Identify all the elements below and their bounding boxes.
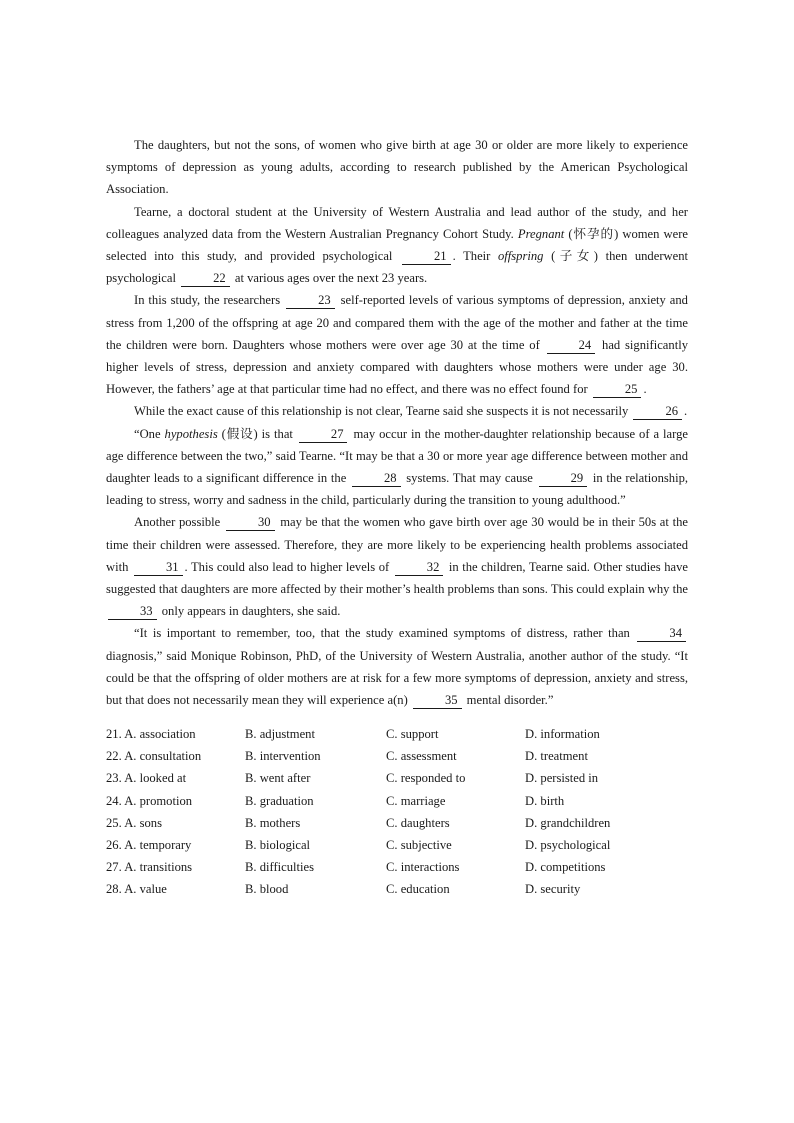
blank-28: 28	[352, 471, 401, 487]
blank-22: 22	[181, 271, 230, 287]
option-row-26	[106, 834, 688, 856]
paragraph-text: (怀孕的) women were selected into this study, and provided psychological	[106, 226, 688, 264]
paragraph-text: (假设) is that	[217, 426, 297, 441]
option-row-22	[106, 745, 688, 767]
paragraph-5	[106, 423, 688, 512]
paragraph-text: “It is important to remember, too, that the study examined symptoms of distress, rather than	[134, 626, 636, 641]
option-a: 23. A. looked at	[106, 771, 187, 786]
paragraph-text: In this study, the researchers	[134, 293, 285, 308]
option-d: D. treatment	[525, 749, 588, 764]
blank-26: 26	[633, 404, 682, 420]
option-d: D. security	[525, 881, 581, 896]
option-row-24	[106, 790, 688, 812]
option-b: B. intervention	[245, 749, 321, 764]
paragraph-text: in the children, Tearne said. Other studies have suggested that daughters are more affected by their mother’s health problems than sons. This could explain why the	[106, 559, 688, 597]
paragraph-text: (子女) then underwent psychological	[106, 249, 688, 286]
blank-21: 21	[402, 249, 451, 265]
option-c: C. education	[386, 881, 450, 896]
paragraph-3	[106, 289, 688, 400]
option-b: B. graduation	[245, 793, 314, 808]
option-b: B. adjustment	[245, 727, 315, 742]
option-b: B. difficulties	[245, 859, 315, 874]
option-a: 24. A. promotion	[106, 793, 193, 808]
blank-35: 35	[413, 693, 462, 709]
blank-24: 24	[547, 338, 596, 354]
option-b: B. blood	[245, 881, 289, 896]
option-row-28	[106, 878, 688, 900]
option-d: D. persisted in	[525, 771, 599, 786]
paragraph-text: Tearne, a doctoral student at the University of Western Australia and lead author of the study, and her colleagues analyzed data from the Western Australian Pregnancy Cohort Study.	[106, 204, 688, 241]
italic-term: hypothesis	[164, 426, 218, 441]
option-c: C. marriage	[386, 793, 446, 808]
paragraph-text: Another possible	[134, 515, 224, 530]
blank-25: 25	[593, 382, 642, 398]
paragraph-text: systems. That may cause	[402, 471, 537, 486]
blank-29: 29	[539, 471, 588, 487]
option-d: D. competitions	[525, 859, 606, 874]
document-page	[106, 134, 688, 900]
blank-31: 31	[134, 560, 183, 576]
option-a: 26. A. temporary	[106, 837, 192, 852]
paragraph-2	[106, 201, 688, 290]
paragraph-text: may be that the women who gave birth over age 30 would be in their 50s at the time their children were assessed. Therefore, they are more likely to be experiencing health problems associated with	[106, 515, 688, 574]
paragraph-text: may occur in the mother-daughter relationship because of a large age difference between the two,” said Tearne. “It may be that a 30 or more year age difference between mother and daughter leads to a significant difference in the	[106, 426, 688, 486]
option-c: C. assessment	[386, 749, 457, 764]
option-d: D. psychological	[525, 837, 611, 852]
paragraph-text: .	[684, 404, 688, 419]
paragraph-text: .	[643, 382, 647, 397]
option-b: B. went after	[245, 771, 311, 786]
paragraph-1	[106, 134, 688, 201]
paragraph-6	[106, 511, 688, 622]
option-a: 27. A. transitions	[106, 859, 193, 874]
paragraph-text: had significantly higher levels of stress, depression and anxiety compared with daughters whose mothers were under age 30. However, the fathers’ age at that particular time had no effect, and there was no effect found for	[106, 337, 688, 397]
paragraph-text: diagnosis,” said Monique Robinson, PhD, of the University of Western Australia, another author of the study. “It could be that the offspring of older mothers are at risk for a few more symptoms of depression, anxiety and stress, but that does not necessarily mean they will experience a(n)	[106, 648, 688, 708]
blank-32: 32	[395, 560, 444, 576]
blank-34: 34	[637, 626, 686, 642]
paragraph-text: self-reported levels of various symptoms of depression, anxiety and stress from 1,200 of the offspring at age 20 and compared them with the age of the mother and father at the time the children were born. Daughters whose mothers were over age 30 at the time of	[106, 293, 688, 352]
option-c: C. subjective	[386, 837, 452, 852]
blank-30: 30	[226, 515, 275, 531]
paragraph-text: only appears in daughters, she said.	[158, 604, 341, 619]
option-row-21	[106, 723, 688, 745]
option-c: C. interactions	[386, 859, 460, 874]
option-d: D. information	[525, 727, 600, 742]
option-b: B. biological	[245, 837, 311, 852]
paragraph-7	[106, 622, 688, 711]
italic-term: offspring	[497, 249, 544, 264]
option-c: C. support	[386, 727, 439, 742]
paragraph-text: in the relationship, leading to stress, worry and sadness in the child, particularly during the transition to young adulthood.”	[106, 471, 689, 508]
option-a: 22. A. consultation	[106, 749, 202, 764]
option-d: D. grandchildren	[525, 815, 611, 830]
option-d: D. birth	[525, 793, 565, 808]
paragraph-text: The daughters, but not the sons, of women who give birth at age 30 or older are more likely to experience symptoms of depression as young adults, according to research published by the American Psychological Association.	[106, 138, 688, 197]
option-a: 25. A. sons	[106, 815, 162, 830]
option-b: B. mothers	[245, 815, 301, 830]
paragraph-text: . Their	[452, 249, 498, 264]
blank-23: 23	[286, 293, 335, 309]
blank-27: 27	[299, 427, 348, 443]
option-row-25	[106, 812, 688, 834]
italic-term: Pregnant	[517, 226, 565, 241]
option-c: C. responded to	[386, 771, 466, 786]
blank-33: 33	[108, 604, 157, 620]
answer-options	[106, 723, 688, 900]
paragraph-text: While the exact cause of this relationship is not clear, Tearne said she suspects it is not necessarily	[134, 404, 632, 419]
paragraph-text: “One	[134, 426, 165, 441]
option-a: 21. A. association	[106, 727, 196, 742]
paragraph-text: . This could also lead to higher levels of	[184, 559, 393, 574]
option-row-23	[106, 767, 688, 789]
paragraph-text: at various ages over the next 23 years.	[231, 271, 428, 286]
paragraph-4	[106, 400, 688, 422]
option-a: 28. A. value	[106, 881, 167, 896]
paragraph-text: mental disorder.”	[463, 693, 554, 708]
option-c: C. daughters	[386, 815, 450, 830]
option-row-27	[106, 856, 688, 878]
